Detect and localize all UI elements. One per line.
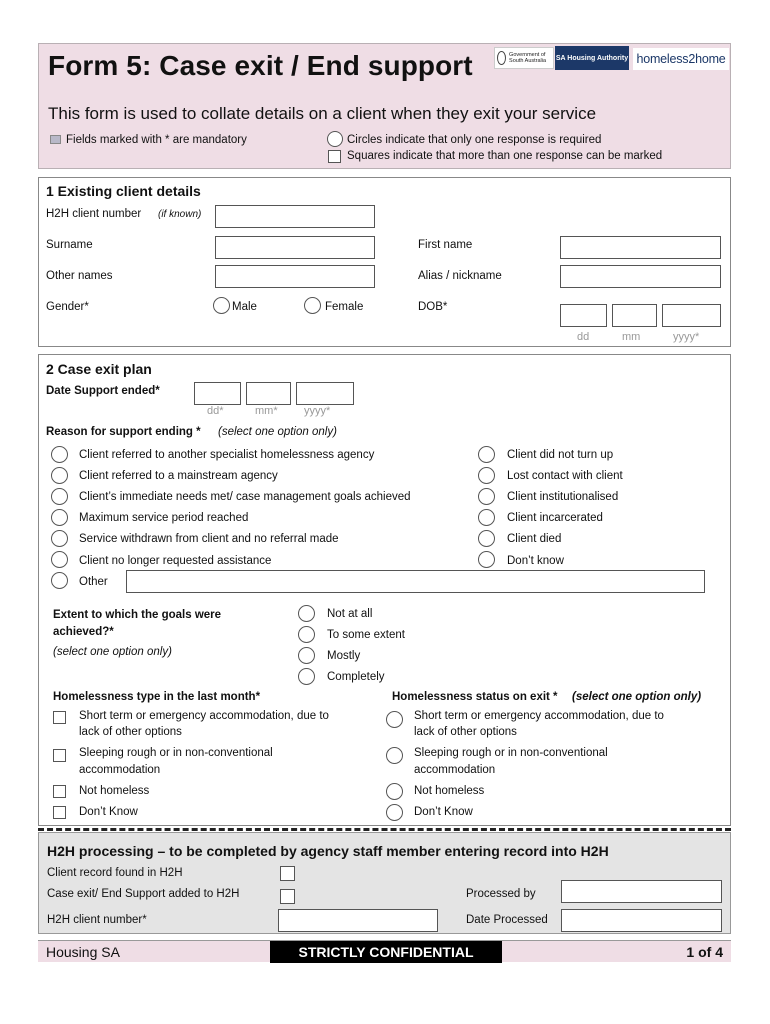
surname-label: Surname (46, 239, 93, 251)
goals-radio-0[interactable] (298, 605, 315, 622)
reason-left-radio-1[interactable] (51, 467, 68, 484)
date-ended-day-input[interactable] (194, 382, 241, 405)
goals-option-3: Completely (327, 671, 385, 683)
reason-right-radio-2[interactable] (478, 488, 495, 505)
reason-left-radio-0[interactable] (51, 446, 68, 463)
legend-circle (327, 131, 343, 147)
date-ended-month-hint: mm* (255, 405, 278, 417)
homeless-status-radio-2[interactable] (386, 783, 403, 800)
homeless-type-checkbox-0[interactable] (53, 711, 66, 724)
reason-right-label-5: Don’t know (507, 555, 564, 567)
goals-option-2: Mostly (327, 650, 361, 662)
reason-left-label-4: Service withdrawn from client and no referral made (79, 533, 339, 545)
goals-radio-2[interactable] (298, 647, 315, 664)
reason-right-label-1: Lost contact with client (507, 470, 623, 482)
homeless-status-label: Homelessness status on exit * (392, 691, 558, 703)
government-sa-logo-text: Government of South Australia (509, 51, 547, 64)
reason-left-label-3: Maximum service period reached (79, 512, 249, 524)
homeless-status-radio-1[interactable] (386, 747, 403, 764)
dob-year-input[interactable] (662, 304, 721, 327)
dob-year-hint: yyyy* (673, 331, 700, 343)
homeless-status-hint: (select one option only) (572, 691, 702, 703)
sa-housing-authority-logo: SA Housing Authority (555, 46, 629, 70)
homeless-status-option-2: Not homeless (414, 785, 485, 797)
processed-by-input[interactable] (561, 880, 722, 903)
homeless-status-option-3: Don’t Know (414, 806, 473, 818)
reason-label: Reason for support ending * (46, 426, 201, 438)
dob-day-input[interactable] (560, 304, 607, 327)
homeless-type-option-1-line1: Sleeping rough or in non-conventional (79, 747, 273, 759)
goals-radio-1[interactable] (298, 626, 315, 643)
first-name-label: First name (418, 239, 473, 251)
reason-left-radio-4[interactable] (51, 530, 68, 547)
reason-other-input[interactable] (126, 570, 705, 593)
date-ended-month-input[interactable] (246, 382, 291, 405)
gender-male-radio[interactable] (213, 297, 230, 314)
h2h-client-number-processing-input[interactable] (278, 909, 438, 932)
homeless-type-option-0-line1: Short term or emergency accommodation, due to (79, 710, 329, 722)
reason-left-radio-3[interactable] (51, 509, 68, 526)
goals-hint: (select one option only) (53, 646, 172, 658)
homeless-status-radio-0[interactable] (386, 711, 403, 728)
reason-right-radio-1[interactable] (478, 467, 495, 484)
gender-female-label: Female (325, 301, 364, 313)
processing-separator (38, 828, 731, 831)
reason-left-radio-2[interactable] (51, 488, 68, 505)
goals-option-1: To some extent (327, 629, 405, 641)
section-1-title: 1 Existing client details (46, 183, 201, 199)
reason-right-radio-5[interactable] (478, 551, 495, 568)
reason-right-radio-4[interactable] (478, 530, 495, 547)
reason-left-label-0: Client referred to another specialist homelessness agency (79, 449, 375, 461)
reason-hint: (select one option only) (218, 426, 337, 438)
page-number: 1 of 4 (686, 944, 723, 960)
reason-right-label-3: Client incarcerated (507, 512, 603, 524)
reason-other-label: Other (79, 576, 108, 588)
h2h-client-number-hint: (if known) (158, 209, 202, 220)
date-support-ended-label: Date Support ended* (46, 385, 160, 397)
reason-right-label-4: Client died (507, 533, 562, 545)
reason-right-label-2: Client institutionalised (507, 491, 619, 503)
goals-option-0: Not at all (327, 608, 373, 620)
gender-male-label: Male (232, 301, 257, 313)
strictly-confidential-banner: STRICTLY CONFIDENTIAL (270, 941, 502, 963)
goals-radio-3[interactable] (298, 668, 315, 685)
seal-icon (497, 51, 506, 65)
date-processed-input[interactable] (561, 909, 722, 932)
reason-left-label-5: Client no longer requested assistance (79, 555, 272, 567)
page-footer (38, 940, 731, 962)
dob-label: DOB* (418, 301, 448, 313)
homeless-status-option-1-line2: accommodation (414, 764, 496, 776)
section-2-title: 2 Case exit plan (46, 361, 152, 377)
form-title: Form 5: Case exit / End support (48, 50, 473, 81)
dob-month-hint: mm (622, 331, 641, 343)
date-processed-label: Date Processed (466, 914, 548, 926)
homeless-type-option-3: Don’t Know (79, 806, 138, 818)
other-names-input[interactable] (215, 265, 375, 288)
h2h-processing-title: H2H processing – to be completed by agency staff member entering record into H2H (47, 843, 609, 859)
reason-left-radio-5[interactable] (51, 551, 68, 568)
reason-other-radio[interactable] (51, 572, 68, 589)
homeless-type-option-0-line2: lack of other options (79, 726, 182, 738)
homeless-status-radio-3[interactable] (386, 804, 403, 821)
homeless-status-option-1-line1: Sleeping rough or in non-conventional (414, 747, 608, 759)
record-found-label: Client record found in H2H (47, 867, 183, 879)
reason-right-radio-3[interactable] (478, 509, 495, 526)
alias-input[interactable] (560, 265, 721, 288)
homeless-type-option-2: Not homeless (79, 785, 150, 797)
mandatory-icon (50, 135, 61, 144)
case-exit-added-checkbox[interactable] (280, 889, 295, 904)
date-ended-year-input[interactable] (296, 382, 354, 405)
reason-left-label-2: Client’s immediate needs met/ case management goals achieved (79, 491, 411, 503)
other-names-label: Other names (46, 270, 113, 282)
gender-label: Gender* (46, 301, 89, 313)
homeless-type-checkbox-1[interactable] (53, 749, 66, 762)
goals-label-line2: achieved?* (53, 626, 114, 638)
surname-input[interactable] (215, 236, 375, 259)
government-sa-logo (494, 47, 554, 69)
h2h-client-number-processing-label: H2H client number* (47, 914, 147, 926)
homeless-type-option-1-line2: accommodation (79, 764, 161, 776)
mandatory-note: Fields marked with * are mandatory (66, 134, 247, 146)
alias-label: Alias / nickname (418, 270, 502, 282)
h2h-client-number-label: H2H client number (46, 208, 142, 220)
dob-day-hint: dd (577, 331, 590, 343)
reason-left-label-1: Client referred to a mainstream agency (79, 470, 278, 482)
h2h-client-number-input[interactable] (215, 205, 375, 228)
form-header (38, 43, 731, 169)
homeless-type-label: Homelessness type in the last month* (53, 691, 261, 703)
homeless2home-logo: homeless2home (633, 48, 729, 70)
homeless-type-checkbox-2[interactable] (53, 785, 66, 798)
squares-note: Squares indicate that more than one response can be marked (347, 150, 663, 162)
first-name-input[interactable] (560, 236, 721, 259)
h2h-processing-section (38, 832, 731, 934)
footer-organisation: Housing SA (46, 944, 120, 960)
gender-female-radio[interactable] (304, 297, 321, 314)
case-exit-added-label: Case exit/ End Support added to H2H (47, 888, 240, 900)
date-ended-year-hint: yyyy* (304, 405, 331, 417)
homeless-type-checkbox-3[interactable] (53, 806, 66, 819)
date-ended-day-hint: dd* (207, 405, 224, 417)
goals-label-line1: Extent to which the goals were (53, 609, 222, 621)
dob-month-input[interactable] (612, 304, 657, 327)
form-subtitle: This form is used to collate details on a client when they exit your service (48, 104, 597, 123)
legend-square (328, 150, 341, 163)
record-found-checkbox[interactable] (280, 866, 295, 881)
processed-by-label: Processed by (466, 888, 536, 900)
homeless-status-option-0-line2: lack of other options (414, 726, 517, 738)
homeless-status-option-0-line1: Short term or emergency accommodation, due to (414, 710, 664, 722)
reason-right-radio-0[interactable] (478, 446, 495, 463)
reason-right-label-0: Client did not turn up (507, 449, 614, 461)
circles-note: Circles indicate that only one response is required (347, 134, 602, 146)
